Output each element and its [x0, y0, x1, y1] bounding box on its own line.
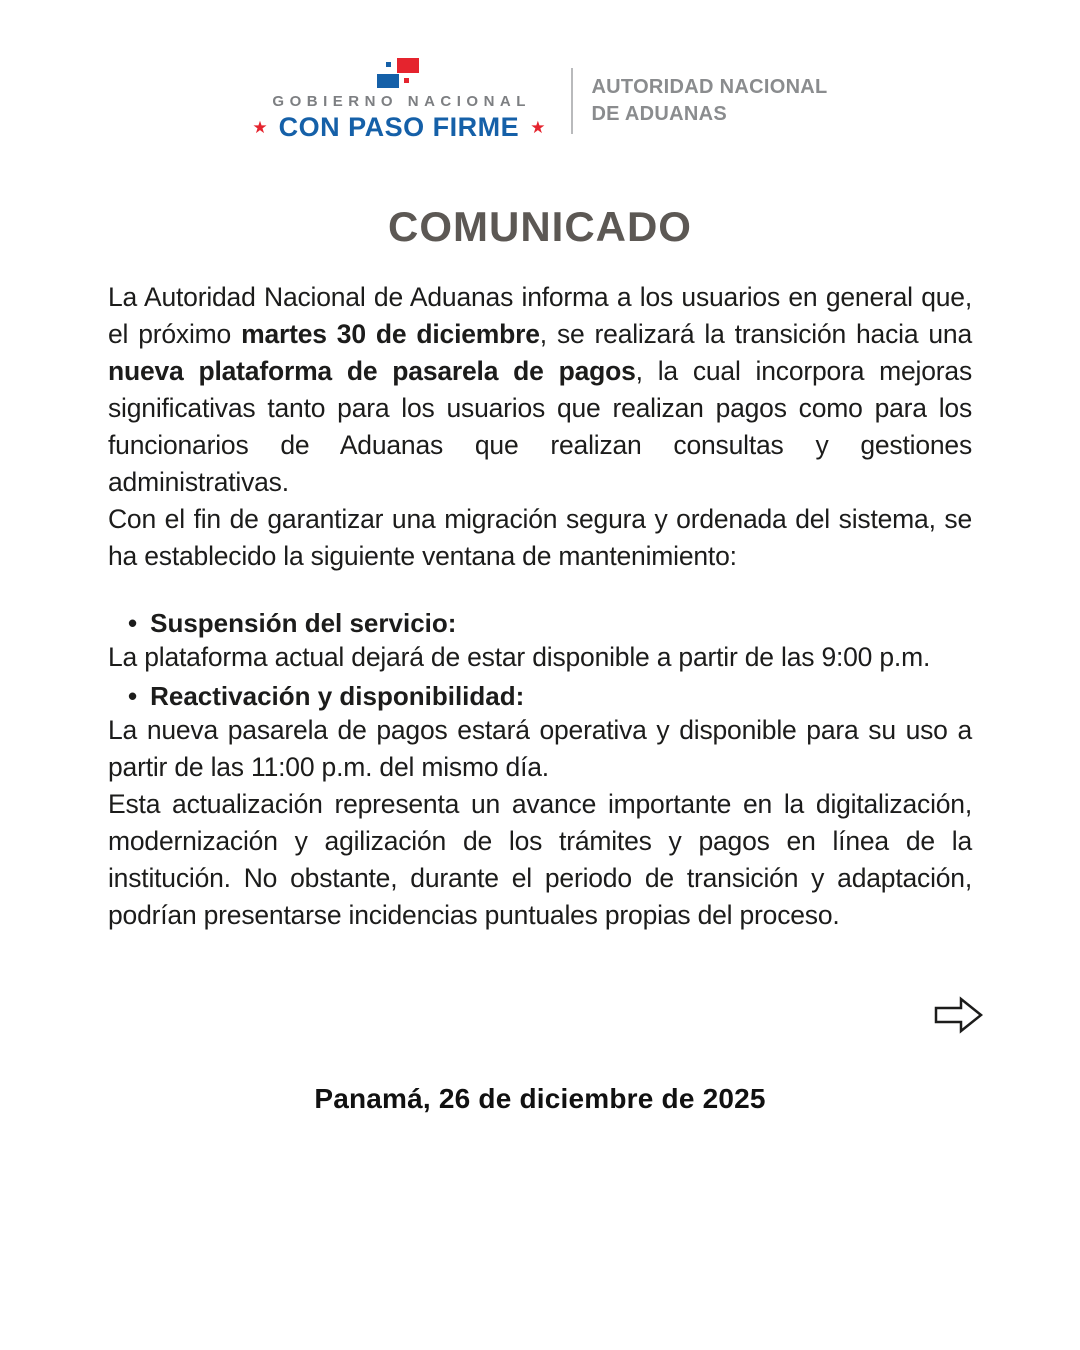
panama-flag-icon — [376, 58, 422, 90]
intro-text: , la cual incorpora mejoras significativas tanto para los usuarios que realizan pagos como para los funcionarios de Aduanas que realizan consultas y gestiones administrativas. — [108, 356, 972, 498]
page-title: COMUNICADO — [388, 203, 692, 250]
flag-red-star — [404, 78, 409, 83]
government-slogan-row — [252, 112, 545, 143]
footer-date: Panamá, 26 de diciembre de 2025 — [314, 1083, 766, 1115]
star-icon: ★ — [530, 118, 546, 137]
header — [0, 0, 1080, 143]
government-logo — [252, 58, 545, 143]
header-divider — [571, 68, 573, 134]
transition-date: martes 30 de diciembre — [241, 319, 540, 350]
bullet-text-suspension: La plataforma actual dejará de estar disponible a partir de las 9:00 p.m. — [108, 642, 931, 673]
org-name-line1: AUTORIDAD NACIONAL — [591, 75, 828, 98]
maintenance-window-paragraph: Con el fin de garantizar una migración segura y ordenada del sistema, se ha establecido la siguiente ventana de mantenimiento: — [108, 504, 972, 572]
arrow-row — [108, 996, 972, 1039]
org-name-line2: DE ADUANAS — [591, 102, 728, 125]
bullet-icon: • — [128, 681, 138, 712]
new-platform-label: nueva plataforma de pasarela de pagos — [108, 356, 636, 387]
intro-paragraph — [108, 279, 972, 501]
intro-text: La Autoridad Nacional de Aduanas informa a los usuarios en general que, el próximo — [108, 282, 972, 350]
arrow-right-icon — [934, 996, 984, 1034]
bullet-item-suspension — [108, 608, 972, 639]
bullet-label-suspension: Suspensión del servicio: — [150, 608, 457, 639]
bullet-item-reactivation — [108, 681, 972, 712]
closing-paragraph: Esta actualización representa un avance importante en la digitalización, modernización y agilización de los trámites y pagos en línea de la institución. No obstante, durante el periodo de transición y adaptación, podrían presentarse incidencias puntuales propias del proceso. — [108, 789, 972, 931]
flag-red-quadrant — [397, 58, 419, 73]
flag-blue-star — [386, 62, 391, 67]
flag-blue-quadrant — [377, 74, 399, 88]
bullet-text-reactivation: La nueva pasarela de pagos estará operativa y disponible para su uso a partir de las 11:00 p.m. del mismo día. — [108, 715, 972, 783]
intro-text: , se realizará la transición hacia una — [539, 319, 972, 350]
star-icon: ★ — [252, 118, 268, 137]
org-name — [591, 74, 827, 128]
government-slogan: CON PASO FIRME — [278, 112, 520, 142]
government-name: GOBIERNO NACIONAL — [272, 93, 531, 110]
announcement-body — [108, 279, 972, 934]
bullet-icon: • — [128, 608, 138, 639]
bullet-label-reactivation: Reactivación y disponibilidad: — [150, 681, 525, 712]
